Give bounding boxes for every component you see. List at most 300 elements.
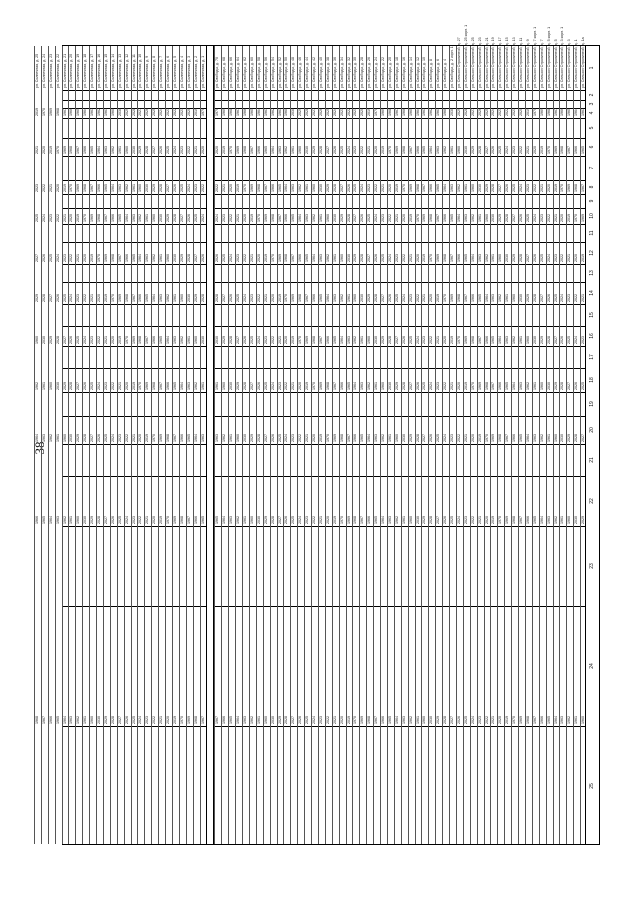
table-cell-value: 1967	[145, 336, 150, 344]
table-cell-value: 1968	[110, 254, 115, 262]
table-cell-value: 2019	[567, 214, 572, 222]
table-cell-value: 2030	[505, 254, 510, 262]
table-cell-value: 1963	[519, 382, 523, 390]
table-cell-value: 2026	[215, 254, 220, 262]
table-row-address: ул. Солнечная, д. 6	[166, 55, 170, 88]
table-cell-value: 2022	[256, 294, 261, 302]
table-row-address: ул. Свободы, д. 12	[415, 56, 420, 88]
table-cell-value: 1962	[179, 336, 184, 344]
table-cell-value: 2020	[360, 108, 365, 116]
table-cell-value: 1961	[436, 108, 441, 116]
table-cell-value: 2025	[236, 294, 241, 302]
table-cell-value: 2029	[553, 382, 558, 390]
table-cell-value: 1966	[367, 516, 372, 524]
table-row-address: ул. Свободы, д. 16	[401, 56, 406, 88]
row-divider	[470, 46, 471, 844]
table-cell-value: 1970	[339, 516, 344, 524]
table-cell-value: 1961	[415, 716, 420, 724]
table-cell-value: 1964	[110, 184, 115, 192]
table-cell-value: 2026	[443, 516, 448, 524]
table-cell-value: 1964	[256, 108, 261, 116]
table-cell-value: 2020	[532, 146, 537, 154]
table-row-address: ул. Солнечная, д. 2	[193, 55, 198, 88]
table-cell-value: 1969	[48, 108, 53, 116]
table-cell-value: 1967	[477, 336, 482, 344]
column-number: 8	[589, 185, 595, 189]
table-row-address: ул. Солнечная, д. 17	[90, 53, 95, 88]
table-cell-value: 1963	[90, 108, 95, 116]
row-divider	[352, 46, 353, 844]
table-cell-value: 1965	[519, 434, 523, 442]
table-cell-value: 1962	[236, 516, 241, 524]
table-cell-value: 1969	[90, 214, 95, 222]
table-cell-value: 2026	[159, 146, 164, 154]
table-cell-value: 1962	[408, 716, 413, 724]
table-cell-value: 1966	[179, 434, 184, 442]
table-cell-value: 1966	[339, 382, 344, 390]
table-cell-value: 1962	[34, 382, 39, 390]
table-cell-value: 2030	[332, 214, 337, 222]
table-cell-value: 1961	[256, 716, 261, 724]
table-cell-value: 1969	[76, 184, 81, 192]
table-cell-value: 1968	[152, 382, 157, 390]
table-cell-value: 1966	[138, 294, 143, 302]
table-cell-value: 1969	[381, 108, 385, 116]
table-cell-value: 1960	[124, 146, 129, 154]
table-cell-value: 2028	[574, 434, 579, 442]
table-cell-value: 2021	[436, 336, 441, 344]
table-cell-value: 2030	[69, 434, 74, 442]
table-cell-value: 1960	[284, 108, 289, 116]
table-cell-value: 2019	[332, 516, 337, 524]
table-cell-value: 1961	[560, 516, 565, 524]
table-cell-value: 1962	[325, 254, 330, 262]
table-row-address: ул. Солнечная, д. 16	[97, 53, 101, 88]
table-row-address: ул. Солнечная, д. 11	[131, 54, 136, 88]
column-number: 2	[589, 93, 595, 97]
table-cell-value: 1963	[186, 382, 191, 390]
row-divider	[311, 46, 312, 844]
row-divider	[103, 46, 104, 844]
table-cell-value: 1964	[312, 254, 316, 262]
table-cell-value: 2028	[401, 382, 406, 390]
table-cell-value: 2019	[291, 336, 296, 344]
column-number: 25	[589, 783, 595, 789]
table-cell-value: 2029	[76, 434, 81, 442]
table-cell-value: 2030	[450, 108, 454, 116]
table-cell-value: 1967	[532, 716, 537, 724]
table-cell-value: 2028	[55, 336, 60, 344]
table-cell-value: 2024	[186, 184, 191, 192]
table-cell-value: 2021	[48, 184, 53, 192]
table-cell-value: 2028	[83, 434, 88, 442]
table-cell-value: 1964	[138, 254, 143, 262]
table-cell-value: 1965	[422, 146, 427, 154]
table-cell-value: 1962	[553, 516, 558, 524]
table-row-address: ул. Солнечная, д. 7	[159, 55, 164, 88]
table-cell-value: 2023	[553, 254, 558, 262]
table-cell-value: 1965	[360, 434, 365, 442]
table-cell-value: 2026	[401, 336, 406, 344]
table-cell-value: 1967	[131, 294, 136, 302]
table-row-address: ул. Свободы, д. 46	[298, 56, 303, 88]
table-cell-value: 1963	[215, 434, 220, 442]
table-cell-value: 2022	[415, 294, 420, 302]
table-cell-value: 2022	[200, 184, 205, 192]
table-cell-value: 2029	[367, 294, 372, 302]
table-cell-value: 2022	[443, 382, 448, 390]
table-cell-value: 1960	[408, 516, 413, 524]
table-cell-value: 1960	[394, 434, 399, 442]
table-cell-value: 2026	[172, 184, 177, 192]
table-cell-value: 2030	[305, 146, 310, 154]
table-cell-value: 2019	[477, 434, 482, 442]
table-cell-value: 1970	[353, 716, 358, 724]
table-cell-value: 2022	[505, 108, 510, 116]
table-cell-value: 1968	[243, 146, 247, 154]
table-row-address: ул. Свободы, д. 44	[305, 56, 310, 88]
table-cell-value: 1966	[298, 254, 303, 262]
table-cell-value: 1966	[312, 294, 316, 302]
table-cell-value: 1963	[172, 336, 177, 344]
row-divider	[144, 46, 145, 844]
table-cell-value: 1963	[243, 716, 247, 724]
table-cell-value: 1970	[97, 254, 101, 262]
table-cell-value: 2022	[69, 254, 74, 262]
table-cell-value: 1966	[429, 184, 434, 192]
table-cell-value: 2026	[200, 254, 205, 262]
table-cell-value: 2030	[574, 516, 579, 524]
table-cell-value: 1970	[215, 108, 220, 116]
column-number: 23	[589, 563, 595, 569]
table-cell-value: 1968	[284, 254, 289, 262]
table-cell-value: 2029	[325, 184, 330, 192]
table-cell-value: 1968	[574, 184, 579, 192]
table-cell-value: 2024	[55, 254, 60, 262]
table-row-address: ул. Солнечная, д. 22	[55, 53, 60, 88]
table-cell-value: 2025	[463, 716, 468, 724]
table-cell-value: 2019	[172, 716, 177, 724]
table-cell-value: 2024	[229, 254, 234, 262]
table-cell-value: 1964	[484, 294, 489, 302]
table-cell-value: 2024	[574, 336, 579, 344]
table-cell-value: 1962	[367, 382, 372, 390]
table-cell-value: 1966	[401, 108, 406, 116]
table-cell-value: 1967	[450, 254, 454, 262]
table-cell-value: 2027	[193, 254, 198, 262]
table-cell-value: 2027	[339, 184, 344, 192]
table-cell-value: 2029	[298, 108, 303, 116]
table-cell-value: 1960	[48, 382, 53, 390]
table-cell-value: 2028	[505, 214, 510, 222]
table-cell-value: 2030	[41, 336, 46, 344]
table-cell-value: 1963	[131, 214, 136, 222]
table-cell-value: 1967	[505, 434, 510, 442]
table-cell-value: 1965	[159, 336, 164, 344]
table-cell-value: 2023	[249, 294, 254, 302]
table-cell-value: 1970	[270, 254, 275, 262]
table-cell-value: 2030	[145, 184, 150, 192]
table-cell-value: 1970	[443, 294, 448, 302]
row-divider	[477, 46, 478, 844]
table-cell-value: 1967	[90, 184, 95, 192]
table-cell-value: 2024	[200, 214, 205, 222]
table-cell-value: 1964	[298, 214, 303, 222]
table-cell-value: 2023	[291, 434, 296, 442]
table-row-address: ул. Свободы, д. 14	[408, 56, 413, 88]
table-cell-value: 1962	[353, 336, 358, 344]
table-cell-value: 1965	[346, 382, 351, 390]
table-cell-value: 2021	[512, 108, 517, 116]
table-cell-value: 2025	[339, 146, 344, 154]
table-cell-value: 2023	[62, 254, 67, 262]
table-cell-value: 1967	[567, 146, 572, 154]
table-cell-value: 2026	[491, 146, 496, 154]
table-cell-value: 1960	[456, 146, 461, 154]
table-cell-value: 1968	[443, 254, 448, 262]
table-row-address: ул. Солнечная, д. 20	[69, 53, 74, 88]
table-cell-value: 2029	[34, 294, 39, 302]
table-cell-value: 1961	[41, 382, 46, 390]
table-row-address: ул. Сельхоз Стролинтой, д. 1	[574, 39, 579, 88]
table-row-address: ул. Свободы, д. 30	[353, 56, 358, 88]
table-cell-value: 2021	[408, 254, 413, 262]
table-cell-value: 2020	[387, 184, 392, 192]
table-cell-value: 2021	[367, 146, 372, 154]
table-cell-value: 1970	[429, 254, 434, 262]
table-cell-value: 2024	[415, 336, 420, 344]
table-cell-value: 1960	[498, 254, 503, 262]
table-cell-value: 1961	[200, 382, 205, 390]
table-cell-value: 2030	[560, 434, 565, 442]
table-cell-value: 2029	[263, 516, 268, 524]
column-number: 14	[589, 290, 595, 296]
table-cell-value: 2022	[312, 516, 316, 524]
table-cell-value: 2030	[463, 146, 468, 154]
table-cell-value: 2030	[117, 108, 122, 116]
table-cell-value: 2029	[124, 108, 129, 116]
table-cell-value: 2022	[55, 214, 60, 222]
table-cell-value: 1962	[124, 184, 129, 192]
column-number: 20	[589, 427, 595, 433]
table-cell-value: 1967	[394, 108, 399, 116]
table-cell-value: 1965	[505, 382, 510, 390]
table-cell-value: 1970	[69, 184, 74, 192]
table-cell-value: 2020	[312, 434, 316, 442]
table-cell-value: 1963	[346, 336, 351, 344]
table-cell-value: 2029	[138, 146, 143, 154]
table-row-address: ул. Свободы, д. 10	[422, 56, 427, 88]
table-cell-value: 2025	[131, 716, 136, 724]
table-cell-value: 2023	[103, 382, 108, 390]
table-cell-value: 2026	[456, 716, 461, 724]
table-cell-value: 1968	[229, 108, 234, 116]
table-cell-value: 1969	[263, 214, 268, 222]
table-cell-value: 1966	[166, 382, 170, 390]
table-row-address: ул. Сельхоз Стролинтой, д. 11	[519, 37, 523, 88]
table-cell-value: 1969	[222, 108, 227, 116]
table-row-address: ул. Сельхоз Стролинтой, д. 7	[539, 39, 544, 88]
table-cell-value: 2028	[463, 108, 468, 116]
table-cell-value: 1966	[353, 434, 358, 442]
table-cell-value: 1970	[387, 146, 392, 154]
table-cell-value: 1965	[229, 716, 234, 724]
table-cell-value: 1962	[97, 108, 101, 116]
table-cell-value: 2024	[491, 108, 496, 116]
table-cell-value: 2030	[243, 434, 247, 442]
table-cell-value: 1961	[374, 382, 379, 390]
table-cell-value: 2030	[318, 184, 323, 192]
table-cell-value: 1961	[83, 716, 88, 724]
table-cell-value: 2023	[422, 336, 427, 344]
table-cell-value: 2021	[277, 336, 282, 344]
table-cell-value: 1962	[166, 294, 170, 302]
table-cell-value: 1963	[387, 516, 392, 524]
table-cell-value: 2022	[519, 146, 523, 154]
table-cell-value: 1964	[48, 516, 53, 524]
column-number: 9	[589, 199, 595, 203]
table-cell-value: 2023	[381, 214, 385, 222]
table-cell-value: 2022	[186, 146, 191, 154]
table-cell-value: 1960	[422, 716, 427, 724]
table-cell-value: 2026	[477, 108, 482, 116]
table-cell-value: 2027	[291, 716, 296, 724]
table-cell-value: 2022	[83, 294, 88, 302]
row-divider	[242, 46, 243, 844]
table-cell-value: 1964	[193, 434, 198, 442]
table-cell-value: 1960	[34, 336, 39, 344]
row-divider	[525, 46, 526, 844]
table-cell-value: 2021	[394, 214, 399, 222]
row-divider	[124, 46, 125, 844]
table-cell-value: 2021	[491, 716, 496, 724]
table-cell-value: 1963	[229, 516, 234, 524]
table-cell-value: 2024	[387, 254, 392, 262]
table-cell-value: 2029	[236, 382, 241, 390]
table-cell-value: 2028	[519, 254, 523, 262]
table-row-address: ул. Свободы, д. 60	[249, 56, 254, 88]
table-cell-value: 1967	[291, 254, 296, 262]
table-row-address: ул. Свободы, д. 18	[394, 56, 399, 88]
table-cell-value: 1968	[456, 294, 461, 302]
table-cell-value: 1965	[291, 214, 296, 222]
table-cell-value: 1968	[560, 146, 565, 154]
table-cell-value: 2022	[138, 516, 143, 524]
table-cell-value: 2024	[470, 716, 475, 724]
table-cell-value: 1965	[318, 294, 323, 302]
table-cell-value: 1967	[332, 382, 337, 390]
row-divider	[228, 46, 229, 844]
table-cell-value: 2023	[236, 254, 241, 262]
table-cell-value: 2026	[332, 146, 337, 154]
table-cell-value: 2023	[117, 434, 122, 442]
table-cell-value: 2019	[90, 254, 95, 262]
column-number: 10	[589, 213, 595, 219]
table-cell-value: 1968	[387, 108, 392, 116]
table-cell-value: 1964	[325, 294, 330, 302]
table-cell-value: 1968	[138, 336, 143, 344]
table-cell-value: 1968	[353, 516, 358, 524]
table-row-address: ул. Солнечная, д. 19	[76, 53, 81, 88]
table-cell-value: 1965	[332, 336, 337, 344]
table-cell-value: 1960	[581, 716, 586, 724]
table-cell-value: 1967	[186, 516, 191, 524]
row-divider	[55, 46, 56, 844]
table-cell-value: 1966	[83, 146, 88, 154]
table-cell-value: 2028	[560, 382, 565, 390]
table-row-address: ул. Сельхоз Стролинтой, д. 7 корп. 1	[532, 26, 537, 88]
table-cell-value: 2023	[90, 336, 95, 344]
table-cell-value: 1968	[256, 184, 261, 192]
table-cell-value: 1968	[415, 184, 420, 192]
table-cell-value: 2020	[443, 336, 448, 344]
row-divider	[151, 46, 152, 844]
table-cell-value: 1970	[415, 214, 420, 222]
table-cell-value: 1960	[90, 716, 95, 724]
table-cell-value: 1961	[291, 146, 296, 154]
table-cell-value: 2025	[103, 434, 108, 442]
table-cell-value: 1963	[360, 382, 365, 390]
table-cell-value: 2024	[124, 516, 129, 524]
table-cell-value: 2027	[470, 108, 475, 116]
table-cell-value: 1966	[270, 184, 275, 192]
column-number: 17	[589, 354, 595, 360]
table-cell-value: 1961	[346, 294, 351, 302]
table-cell-value: 2023	[498, 108, 503, 116]
row-divider	[256, 46, 257, 844]
table-cell-value: 2025	[381, 254, 385, 262]
table-cell-value: 1967	[76, 146, 81, 154]
table-cell-value: 2019	[381, 146, 385, 154]
table-row-address: ул. Свободы, д. 28	[360, 56, 365, 88]
table-cell-value: 2022	[97, 336, 101, 344]
table-cell-value: 2029	[381, 336, 385, 344]
table-cell-value: 2030	[159, 214, 164, 222]
table-row-address: ул. Солнечная, д. 21	[62, 53, 67, 88]
row-divider	[304, 46, 305, 844]
table-cell-value: 2024	[312, 716, 316, 724]
table-cell-value: 1969	[408, 184, 413, 192]
table-cell-value: 1966	[34, 516, 39, 524]
table-cell-value: 2020	[243, 214, 247, 222]
table-cell-value: 2030	[229, 382, 234, 390]
row-divider	[387, 46, 388, 844]
table-row-address: ул. Сельхоз Стролинтой, д. 15	[505, 37, 510, 88]
table-cell-value: 1965	[103, 184, 108, 192]
table-cell-value: 2020	[546, 184, 551, 192]
table-cell-value: 2027	[62, 336, 67, 344]
table-cell-value: 2030	[256, 516, 261, 524]
table-cell-value: 1970	[456, 336, 461, 344]
table-cell-value: 1966	[381, 716, 385, 724]
table-row-address: ул. Свободы, д. 70	[215, 56, 220, 88]
row-divider	[359, 46, 360, 844]
table-cell-value: 1969	[463, 336, 468, 344]
table-cell-value: 2021	[381, 184, 385, 192]
table-cell-value: 2030	[401, 434, 406, 442]
table-cell-value: 2025	[567, 336, 572, 344]
table-cell-value: 1969	[394, 146, 399, 154]
table-row-address: ул. Свободы, д. 32	[346, 56, 351, 88]
table-cell-value: 2022	[172, 108, 177, 116]
table-cell-value: 2020	[284, 336, 289, 344]
table-cell-value: 1967	[346, 434, 351, 442]
row-divider	[546, 46, 547, 844]
table-cell-value: 1966	[48, 716, 53, 724]
table-cell-value: 2026	[532, 254, 537, 262]
table-cell-value: 2028	[172, 214, 177, 222]
row-divider	[373, 46, 374, 844]
